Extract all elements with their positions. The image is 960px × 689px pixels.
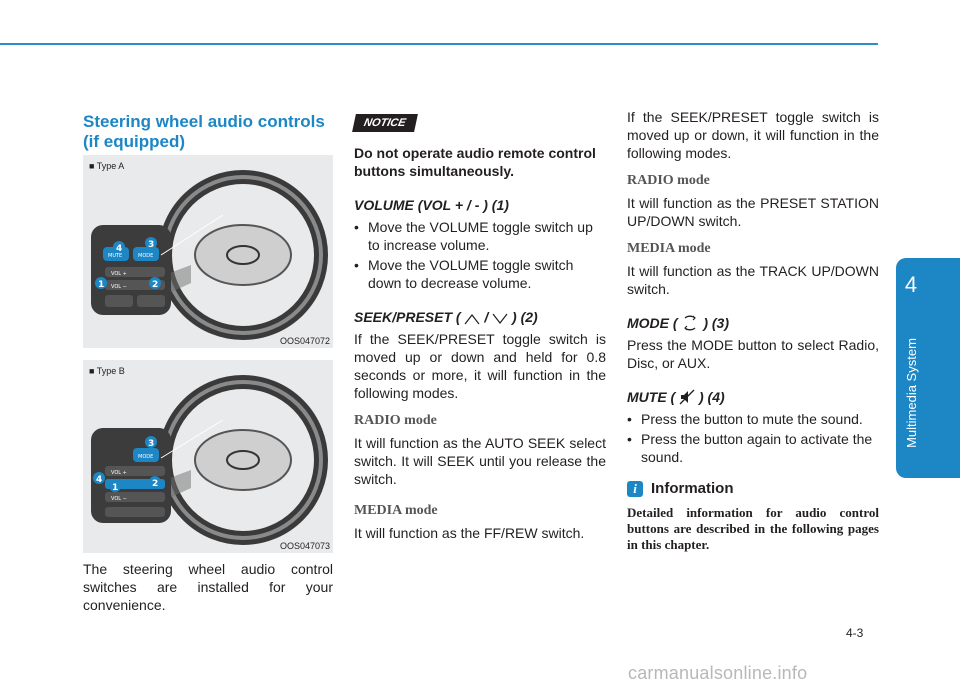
button-label-mode-b: MODE — [138, 454, 154, 460]
callout-4: 4 — [116, 244, 123, 254]
figure-type-b-label: ■ Type B — [89, 366, 125, 376]
button-label-vol-up: VOL + — [111, 271, 127, 277]
button-label-mode: MODE — [138, 253, 154, 259]
button-label-mute: MUTE — [108, 253, 123, 259]
seek-short-body: If the SEEK/PRESET toggle switch is moved up or down, it will function in the following modes. — [627, 109, 879, 161]
figure-type-b — [83, 360, 333, 553]
figure-type-a — [83, 155, 333, 348]
mute-list — [627, 410, 879, 466]
seek-heading-post: ) (2) — [512, 309, 538, 325]
information-text: Detailed information for audio control buttons are described in the following pages in this chapter. — [627, 505, 879, 552]
chapter-number: 4 — [904, 272, 918, 297]
callout-3: 3 — [148, 240, 155, 250]
column-1 — [83, 108, 333, 152]
callout-2: 2 — [152, 280, 159, 290]
chapter-tab[interactable] — [896, 258, 960, 478]
volume-list — [354, 218, 606, 292]
seek-media-text: It will function as the FF/REW switch. — [354, 525, 585, 541]
chapter-label-wrap — [900, 318, 922, 468]
seek-heading-sep: / — [484, 309, 489, 325]
seek-short-radio-text: It will function as the PRESET STATION UP/DOWN switch. — [627, 195, 879, 229]
figure-type-a-code: OOS047072 — [279, 336, 330, 346]
steering-wheel-illustration-b — [83, 360, 333, 553]
intro-paragraph: The steering wheel audio control switches are installed for your convenience. — [83, 561, 333, 613]
mode-text: Press the MODE button to select Radio, Disc, or AUX. — [627, 337, 879, 371]
seek-short-radio-heading: RADIO mode — [627, 173, 710, 188]
information-header — [627, 480, 879, 497]
mode-heading-pre: MODE ( — [627, 315, 678, 331]
seek-short-media-heading: MEDIA mode — [627, 241, 711, 256]
notice-text: Do not operate audio remote control buttons simultaneously. — [354, 145, 596, 179]
information-icon: i — [627, 481, 643, 497]
callout-4-b: 4 — [96, 475, 103, 485]
seek-radio-heading: RADIO mode — [354, 413, 437, 428]
steering-wheel-illustration-a — [83, 155, 333, 348]
information-title: Information — [651, 480, 734, 497]
volume-bullet-1: • Move the VOLUME toggle switch up to increase volume. — [354, 218, 606, 254]
callout-1-b: 1 — [112, 483, 119, 493]
volume-bullet-2: • Move the VOLUME toggle switch down to decrease volume. — [354, 256, 606, 292]
chapter-label: Multimedia System — [904, 338, 919, 448]
mute-bullet-1: • Press the button to mute the sound. — [627, 410, 879, 428]
column-3 — [627, 108, 879, 553]
mode-icon — [681, 315, 699, 331]
volume-heading: VOLUME (VOL + / - ) (1) — [354, 197, 509, 213]
mute-bullet-2: • Press the button again to activate the sound. — [627, 430, 879, 466]
chevron-down-icon — [492, 313, 508, 325]
mode-heading-post: ) (3) — [703, 315, 730, 331]
callout-2-b: 2 — [152, 479, 159, 489]
watermark: carmanualsonline.info — [628, 663, 808, 683]
header-rule — [0, 43, 878, 45]
button-label-vol-up-b: VOL + — [111, 470, 127, 476]
button-label-vol-down: VOL − — [111, 284, 127, 290]
chevron-up-icon — [464, 313, 480, 325]
seek-radio-text: It will function as the AUTO SEEK select switch. It will SEEK until you release the switch. — [354, 435, 606, 487]
mute-heading — [627, 388, 879, 406]
figure-type-a-label: ■ Type A — [89, 161, 125, 171]
figure-type-b-code: OOS047073 — [279, 541, 330, 551]
mode-heading — [627, 314, 879, 332]
seek-short-media-text: It will function as the TRACK UP/DOWN switch. — [627, 263, 879, 297]
notice-badge: NOTICE — [352, 114, 417, 132]
mute-heading-pre: MUTE ( — [627, 389, 676, 405]
seek-body: If the SEEK/PRESET toggle switch is moved up or down and held for 0.8 seconds or more, it will function in the following modes. — [354, 331, 606, 401]
callout-3-b: 3 — [148, 439, 155, 449]
mute-icon — [679, 389, 695, 405]
page-number: 4-3 — [846, 626, 864, 640]
mute-heading-post: ) (4) — [699, 389, 725, 405]
seek-heading — [354, 308, 606, 326]
seek-heading-pre: SEEK/PRESET ( — [354, 309, 461, 325]
callout-1: 1 — [98, 280, 105, 290]
button-label-vol-down-b: VOL − — [111, 496, 127, 502]
seek-media-heading: MEDIA mode — [354, 503, 438, 518]
column-2 — [354, 108, 606, 542]
section-title: Steering wheel audio controls (if equipped) — [83, 112, 325, 151]
